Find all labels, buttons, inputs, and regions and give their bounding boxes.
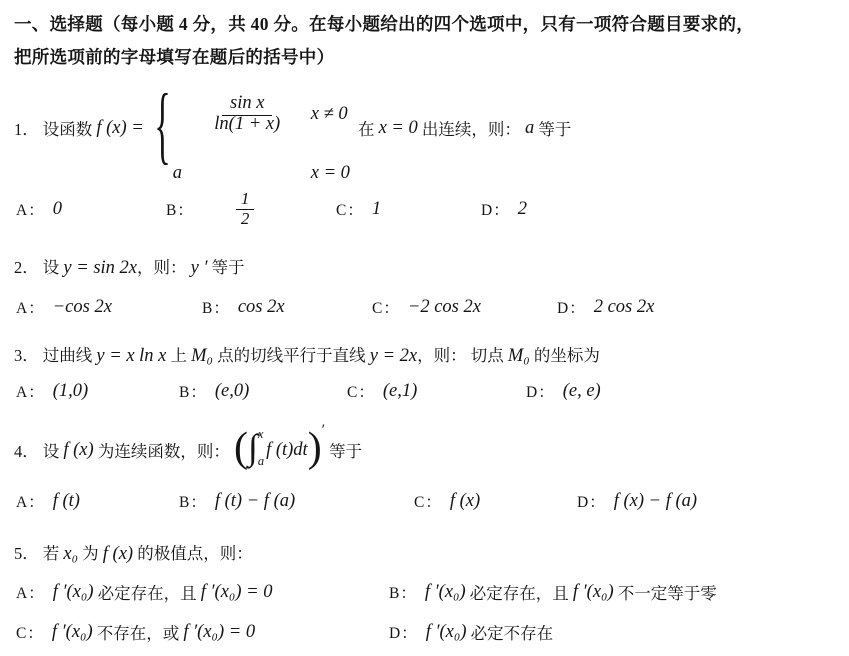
option-math: f ′(x₀) [572, 581, 614, 602]
integral-symbol: ∫ [247, 427, 258, 467]
option-cn: 必定存在，且 [93, 584, 201, 603]
option-math: f ′(x₀) = 0 [200, 581, 273, 602]
q2-cn3: 等于 [207, 258, 245, 277]
option-value: f (t) [52, 490, 80, 511]
q4-option-a [16, 490, 80, 512]
q4-option-c [414, 490, 480, 512]
q3-options [14, 380, 835, 410]
piecewise-condition-2: x = 0 [310, 163, 350, 183]
option-value: 1 [371, 198, 382, 219]
q4-option-b [179, 490, 295, 512]
piecewise-body [173, 72, 350, 184]
q3-math2: M₀ [191, 346, 213, 366]
q5-cn3: 的极值点，则： [133, 544, 253, 563]
option-cn: 不一定等于零 [613, 584, 717, 603]
q1-tail-math2: a [525, 117, 535, 138]
q3-cn1: 过曲线 [42, 346, 97, 365]
option-value: −cos 2x [52, 296, 112, 317]
fraction-denominator: 2 [240, 209, 250, 228]
q5-option-b [389, 580, 717, 604]
q5-math1: x₀ [63, 544, 79, 564]
q2-number: 2． [14, 258, 39, 277]
option-label: C： [414, 494, 442, 511]
piecewise-condition-1: x ≠ 0 [310, 103, 348, 124]
q2-cn1: 设 [42, 258, 64, 277]
option-label: A： [16, 384, 45, 401]
q1-fx: f (x) = [96, 117, 149, 138]
option-cn: 不存在，或 [92, 624, 184, 643]
option-math: f ′(x₀) [52, 581, 94, 602]
question-1 [14, 79, 835, 183]
q4-cn2: 为连续函数，则： [93, 442, 234, 461]
option-value: f (x) [449, 490, 481, 511]
q5-option-d [389, 620, 553, 644]
option-value: cos 2x [237, 296, 285, 317]
q5-option-a [16, 580, 273, 604]
q1-options [14, 180, 835, 238]
option-label: C： [336, 202, 364, 219]
option-cn: 必定不存在 [466, 624, 554, 643]
q1-number: 1． [14, 120, 39, 139]
q2-option-b [202, 296, 285, 318]
q2-math2: y ′ [190, 258, 208, 278]
q4-cn3: 等于 [324, 442, 363, 461]
option-value: −2 cos 2x [407, 296, 481, 317]
q5-math2: f (x) [102, 544, 134, 564]
q4-math1: f (x) [63, 439, 94, 460]
option-label: D： [577, 494, 606, 511]
option-value: 0 [52, 198, 62, 219]
q1-tail [358, 116, 571, 140]
q1-tail-cn3: 等于 [534, 120, 572, 139]
integral-lower-bound: a [257, 454, 265, 468]
open-paren: ( [233, 425, 248, 471]
option-value: f (x) − f (a) [613, 490, 698, 511]
q1-lead-text: 设函数 [42, 120, 97, 139]
question-2 [14, 254, 835, 282]
q1-option-d [481, 180, 527, 238]
q3-cn4: ，则： 切点 [417, 346, 508, 365]
q3-math1: y = x ln x [96, 346, 167, 366]
q2-options [14, 296, 835, 326]
q3-option-c [347, 380, 417, 402]
option-label: C： [16, 625, 44, 642]
q3-math3: y = 2x [369, 346, 418, 366]
piecewise-fraction [173, 72, 285, 156]
option-value: 2 [517, 198, 527, 219]
close-paren: ) [307, 425, 322, 471]
question-5 [14, 540, 835, 568]
piecewise-value-2: a [172, 163, 182, 183]
option-label: D： [526, 384, 555, 401]
option-value: 2 cos 2x [593, 296, 655, 317]
option-value: (e,0) [214, 380, 250, 401]
q3-math4: M₀ [507, 346, 530, 366]
option-label: D： [389, 625, 418, 642]
option-label: D： [481, 202, 510, 219]
q4-option-d [577, 490, 697, 512]
integral-bounds [258, 427, 264, 469]
option-label: C： [372, 300, 400, 317]
header-line-2: 把所选项前的字母填写在题后的括号中） [14, 47, 335, 67]
q4-integrand: f (t)dt [266, 439, 308, 460]
q1-tail-math1: x = 0 [378, 117, 418, 138]
q3-option-b [179, 380, 249, 402]
option-value: f (t) − f (a) [214, 490, 296, 511]
question-3 [14, 342, 835, 370]
option-value: (e, e) [562, 380, 601, 401]
q5-number: 5． [14, 544, 39, 563]
q2-option-a [16, 296, 112, 318]
q3-cn3: 点的切线平行于直线 [212, 346, 370, 365]
q5-options-row-1 [14, 580, 835, 616]
q3-number: 3． [14, 346, 39, 365]
q2-math1: y = sin 2x [63, 258, 137, 278]
q3-cn2: 上 [166, 346, 192, 365]
header-line-1: 一、选择题（每小题 4 分，共 40 分。在每小题给出的四个选项中，只有一项符合题目要求的， [14, 14, 755, 34]
option-label: B： [179, 494, 207, 511]
q5-cn1: 若 [42, 544, 64, 563]
q1-tail-cn1: 在 [357, 120, 379, 139]
option-label: D： [557, 300, 586, 317]
q2-option-c [372, 296, 481, 318]
fraction-numerator: 1 [236, 189, 255, 210]
q4-cn1: 设 [42, 442, 64, 461]
q2-option-d [557, 296, 654, 318]
q5-option-c [16, 620, 255, 644]
option-label: A： [16, 300, 45, 317]
option-math: f ′(x₀) = 0 [183, 621, 256, 642]
option-label: B： [179, 384, 207, 401]
option-label: B： [202, 300, 230, 317]
integral-upper-bound: x [257, 427, 264, 441]
option-label: A： [16, 202, 45, 219]
option-label: B： [166, 202, 194, 219]
q3-option-d [526, 380, 601, 402]
fraction-numerator: sin x [222, 93, 272, 116]
option-math: f ′(x₀) [51, 621, 93, 642]
prime-mark: ′ [321, 421, 325, 438]
q3-cn5: 的坐标为 [529, 346, 600, 365]
question-4 [14, 422, 835, 478]
q1-tail-cn2: 出连续，则： [417, 120, 526, 139]
option-value: (1,0) [52, 380, 89, 401]
fraction-denominator: ln(1 + x) [214, 114, 281, 134]
q2-cn2: ，则： [137, 258, 191, 277]
option-value: (e,1) [382, 380, 418, 401]
option-cn: 必定存在，且 [465, 584, 573, 603]
option-label: A： [16, 494, 45, 511]
option-label: B： [389, 585, 417, 602]
piecewise-brace: { [154, 79, 171, 174]
option-math: f ′(x₀) [425, 621, 467, 642]
q1-option-b [166, 180, 254, 238]
q5-cn2: 为 [78, 544, 103, 563]
q4-options [14, 490, 835, 524]
q1-option-a [16, 180, 62, 238]
section-header [14, 8, 835, 74]
q5-options-row-2 [14, 620, 835, 656]
option-label: A： [16, 585, 45, 602]
q3-option-a [16, 380, 88, 402]
option-label: C： [347, 384, 375, 401]
option-math: f ′(x₀) [424, 581, 466, 602]
q4-number: 4． [14, 442, 39, 461]
option-fraction [202, 169, 255, 249]
q1-option-c [336, 180, 381, 238]
